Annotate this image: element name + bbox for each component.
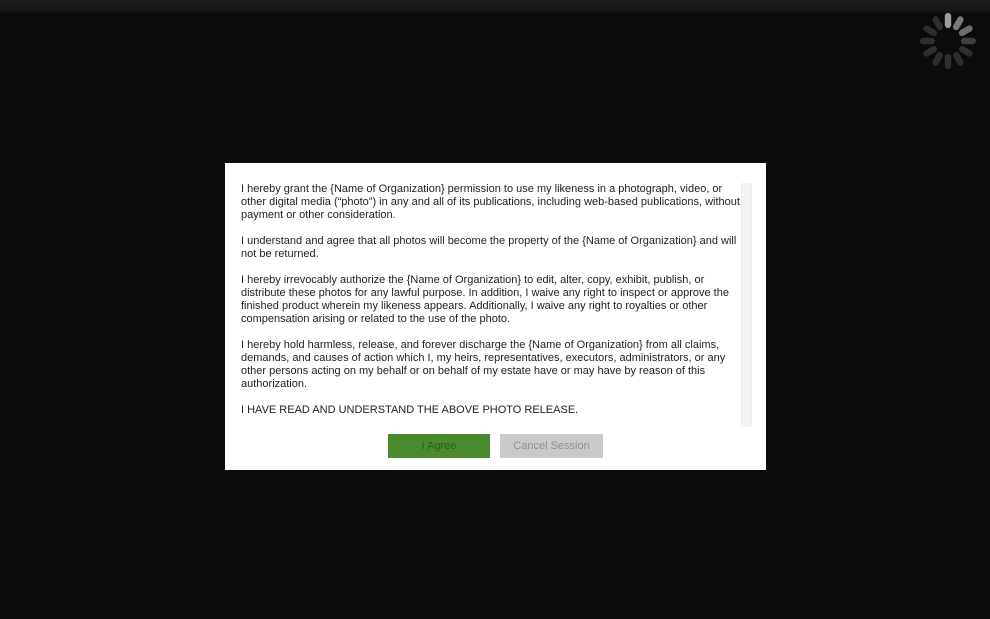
photo-release-dialog	[225, 163, 766, 470]
scrollbar-track[interactable]	[741, 183, 752, 427]
dialog-button-row	[225, 434, 766, 458]
browser-topbar	[0, 0, 990, 13]
cancel-session-button[interactable]: Cancel Session	[500, 434, 603, 458]
release-paragraph-authorize: I hereby irrevocably authorize the {Name of Organization} to edit, alter, copy, exhibit, publish, or distribute these photos for any lawful purpose. In addition, I waive any right to inspect or approve the finished product wherein my likeness appears. Additionally, I waive any right to royalties or other compensation arising or related to the use of the photo.	[241, 274, 729, 325]
photo-release-text	[241, 170, 740, 417]
agree-button[interactable]: I Agree	[388, 434, 490, 458]
loading-spinner	[916, 9, 980, 73]
release-paragraph-hold-harmless: I hereby hold harmless, release, and forever discharge the {Name of Organization} from all claims, demands, and causes of action which I, my heirs, representatives, executors, administrators, or any other persons acting on my behalf or on behalf of my estate have or may have by reason of this authorization.	[241, 339, 726, 390]
release-paragraph-property: I understand and agree that all photos will become the property of the {Name of Organization} and will not be returned.	[241, 235, 737, 260]
release-paragraph-acknowledgement: I HAVE READ AND UNDERSTAND THE ABOVE PHOTO RELEASE.	[241, 404, 579, 416]
loading-spinner-icon	[916, 9, 980, 73]
release-paragraph-grant: I hereby grant the {Name of Organization} permission to use my likeness in a photograph, video, or other digital media (“photo”) in any and all of its publications, including web-based publications, without payment or other consideration.	[241, 183, 740, 221]
